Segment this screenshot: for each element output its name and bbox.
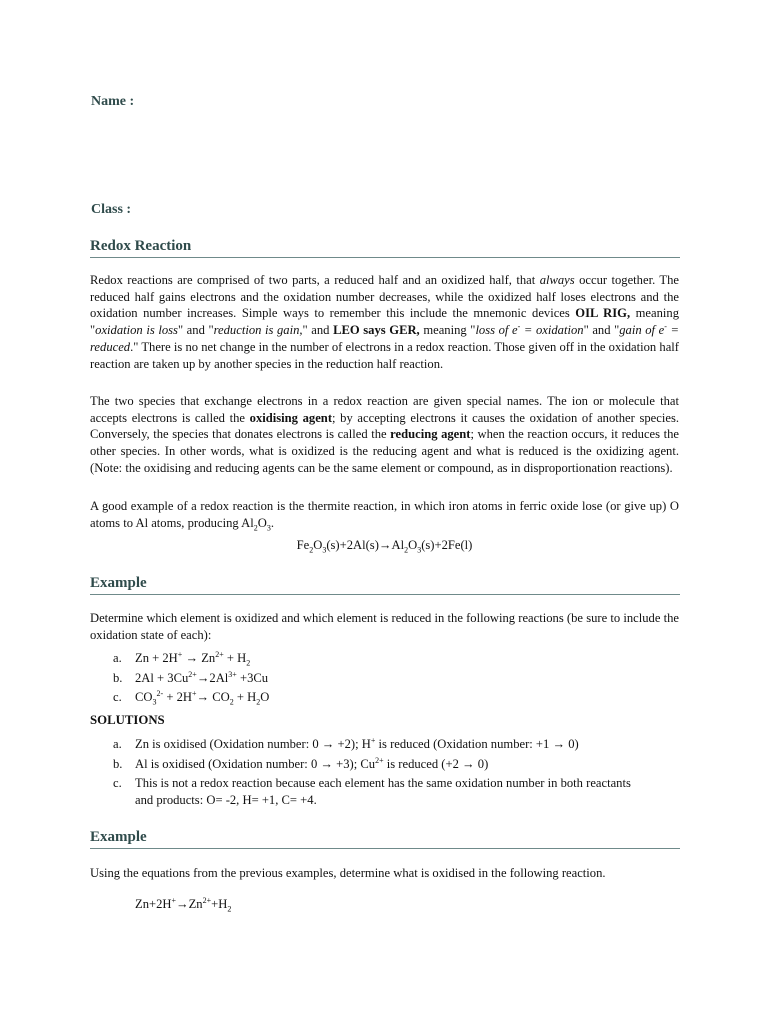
list-item: c. This is not a redox reaction because each element has the same oxidation number in both reactants and products: O= -2, H= +1, C= +4. — [113, 776, 631, 807]
heading-example-2: Example — [90, 829, 680, 849]
final-equation: $Zn+2H^+\to Zn^{2+}+H_2$ — [135, 895, 232, 914]
list-item: b. Al is oxidised (Oxidation number: 0 → +3); $Cu^{2+}$ is reduced (+2 → 0) — [113, 755, 489, 771]
example-1-instructions: Determine which element is oxidized and which element is reduced in the following reactions (be sure to include the oxidation state of each): — [90, 611, 679, 642]
paragraph-agents: The two species that exchange electrons in a redox reaction are given special names. The ion or molecule that accepts electrons is called the oxidising agent; by accepting electrons it causes the oxidation of another species. Conversely, the species that donates electrons is called the reducing agent; when the reaction occurs, it reduces the other species. In other words, what is oxidized is the reducing agent and what is reduced is the oxidizing agent. (Note: the oxidising and reducing agents can be the same element or compound, as in disproportionation reactions). — [90, 394, 680, 475]
thermite-equation: $Fe_2O_3(s)+2Al(s)\to Al_2O_3(s)+2Fe(l)$ — [296, 538, 473, 555]
solutions-list — [90, 736, 679, 811]
paragraph-redox-intro: Redox reactions are comprised of two parts, a reduced half and an oxidized half, that always occur together. The reduced half gains electrons and the oxidation number decreases, while the oxidized half loses electrons and the oxidation number increases. Simple ways to remember this include the mnemonic devices OIL RIG, meaning "oxidation is loss" and "reduction is gain," and LEO says GER, meaning "loss of e- = oxidation" and "gain of e- = reduced." There is no net change in the number of electrons in a redox reaction. Those given off in the oxidation half reaction are taken up by another species in the reduction half reaction. — [90, 273, 680, 371]
list-item: a. $Zn + 2H^+ \to Zn^{2+} + H_2$ — [113, 649, 251, 668]
list-item: c. $CO_3^{2-} + 2H^+\to CO_2 + H_2O$ — [113, 688, 270, 707]
heading-example-1: Example — [90, 575, 680, 595]
class-label: Class : — [91, 202, 132, 217]
example-2-instructions: Using the equations from the previous examples, determine what is oxidised in the following reaction. — [90, 866, 606, 880]
reaction-list — [90, 650, 679, 709]
heading-redox-reaction: Redox Reaction — [90, 238, 680, 258]
paragraph-thermite: A good example of a redox reaction is the thermite reaction, in which iron atoms in ferric oxide lose (or give up) O atoms to Al atoms, producing $Al_2O_3$. — [90, 499, 679, 533]
solutions-heading: SOLUTIONS — [90, 713, 165, 727]
list-item: b. $2Al + 3Cu^{2+}\to 2Al^{3+} +3Cu$ — [113, 669, 269, 685]
name-label: Name : — [91, 94, 135, 109]
list-item: a. Zn is oxidised (Oxidation number: 0 → +2); H+ is reduced (Oxidation number: +1 → 0) — [113, 735, 579, 751]
